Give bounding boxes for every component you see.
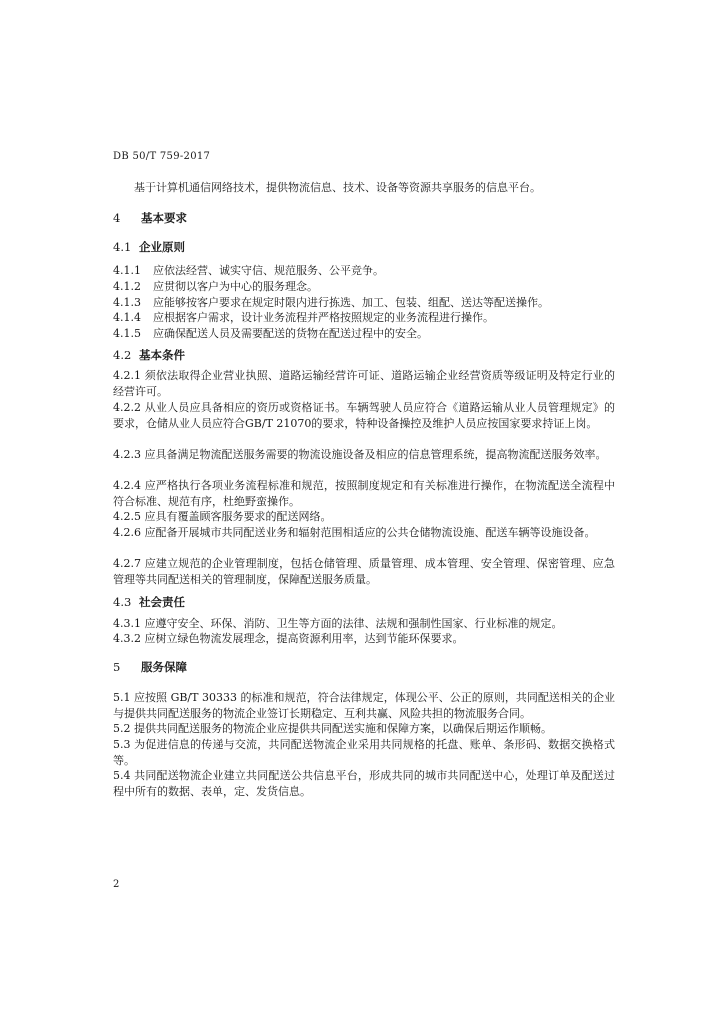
clause-5-2: 5.2 提供共同配送服务的物流企业应提供共同配送实施和保障方案，以确保后期运作顺畅。 — [113, 722, 552, 735]
section-4-2-number: 4.2 — [113, 348, 132, 362]
section-4-3-title: 社会责任 — [139, 595, 186, 609]
section-5-title: 服务保障 — [141, 660, 188, 674]
section-4-3-heading — [113, 594, 185, 610]
intro-paragraph: 基于计算机通信网络技术，提供物流信息、技术、设备等资源共享服务的信息平台。 — [134, 181, 541, 194]
section-4-3-number: 4.3 — [113, 595, 132, 609]
clause-number: 4.1.2 — [113, 280, 141, 293]
section-4-2-heading — [113, 347, 185, 363]
clause-5-3: 5.3 为促进信息的传递与交流，共同配送物流企业采用共同规格的托盘、账单、条形码、数据交换格式等。 — [113, 738, 615, 767]
clause-text: 应依法经营、诚实守信、规范服务、公平竞争。 — [153, 264, 384, 277]
clause-number: 4.1.5 — [113, 327, 141, 340]
clause-4-1-3 — [113, 294, 615, 310]
clause-4-2-7: 4.2.7 应建立规范的企业管理制度，包括仓储管理、质量管理、成本管理、安全管理、保密管理、应急管理等共同配送相关的管理制度，保障配送服务质量。 — [113, 557, 615, 586]
clause-4-2-1: 4.2.1 须依法取得企业营业执照、道路运输经营许可证、道路运输企业经营资质等级证明及特定行业的经营许可。 — [113, 369, 615, 398]
clause-number: 4.1.1 — [113, 264, 141, 277]
section-5-heading — [113, 659, 187, 675]
section-4-1-heading — [113, 239, 185, 255]
clause-4-2-3: 4.2.3 应具备满足物流配送服务需要的物流设施设备及相应的信息管理系统，提高物流配送服务效率。 — [113, 448, 607, 461]
clause-4-3-1: 4.3.1 应遵守安全、环保、消防、卫生等方面的法律、法规和强制性国家、行业标准的规定。 — [113, 617, 563, 630]
section-4-2-title: 基本条件 — [139, 348, 186, 362]
page-number: 2 — [113, 879, 120, 890]
document-code: DB 50/T 759-2017 — [113, 151, 211, 162]
clause-5-4: 5.4 共同配送物流企业建立共同配送公共信息平台，形成共同的城市共同配送中心，处理订单及配送过程中所有的数据、表单，定、发货信息。 — [113, 769, 615, 798]
clause-text: 应确保配送人员及需要配送的货物在配送过程中的安全。 — [153, 327, 428, 340]
clause-number: 4.1.3 — [113, 296, 141, 309]
section-4-number: 4 — [113, 211, 121, 225]
clause-number: 4.1.4 — [113, 311, 141, 324]
clause-4-2-5: 4.2.5 应具有覆盖顾客服务要求的配送网络。 — [113, 510, 332, 523]
clause-4-1-4 — [113, 309, 615, 325]
clause-text: 应能够按客户要求在规定时限内进行拣选、加工、包装、组配、送达等配送操作。 — [153, 296, 549, 309]
clause-4-3-2: 4.3.2 应树立绿色物流发展理念，提高资源利用率，达到节能环保要求。 — [113, 632, 464, 645]
clause-text: 应贯彻以客户为中心的服务理念。 — [153, 280, 318, 293]
section-4-heading — [113, 210, 187, 226]
clause-4-2-6: 4.2.6 应配备开展城市共同配送业务和辐射范围相适应的公共仓储物流设施、配送车辆等设施设备。 — [113, 526, 596, 539]
clause-5-1: 5.1 应按照 GB/T 30333 的标准和规范，符合法律规定，体现公平、公正的原则，共同配送相关的企业与提供共同配送服务的物流企业签订长期稳定、互利共赢、风险共担的物流服务合同。 — [113, 691, 615, 720]
clause-4-1-5 — [113, 325, 615, 341]
section-4-title: 基本要求 — [141, 211, 188, 225]
section-4-1-title: 企业原则 — [139, 240, 186, 254]
clause-text: 应根据客户需求，设计业务流程并严格按照规定的业务流程进行操作。 — [153, 311, 494, 324]
clause-4-1-1 — [113, 262, 615, 278]
clause-4-1-2 — [113, 278, 615, 294]
section-4-1-number: 4.1 — [113, 240, 132, 254]
clause-4-2-4: 4.2.4 应严格执行各项业务流程标准和规范，按照制度规定和有关标准进行操作，在物流配送全流程中符合标准、规范有序，杜绝野蛮操作。 — [113, 479, 615, 508]
clause-4-2-2: 4.2.2 从业人员应具备相应的资历或资格证书。车辆驾驶人员应符合《道路运输从业人员管理规定》的要求，仓储从业人员应符合GB/T 21070的要求，特种设备操控及维护人员应按国家要求持证上岗。 — [113, 401, 615, 430]
section-5-number: 5 — [113, 660, 121, 674]
